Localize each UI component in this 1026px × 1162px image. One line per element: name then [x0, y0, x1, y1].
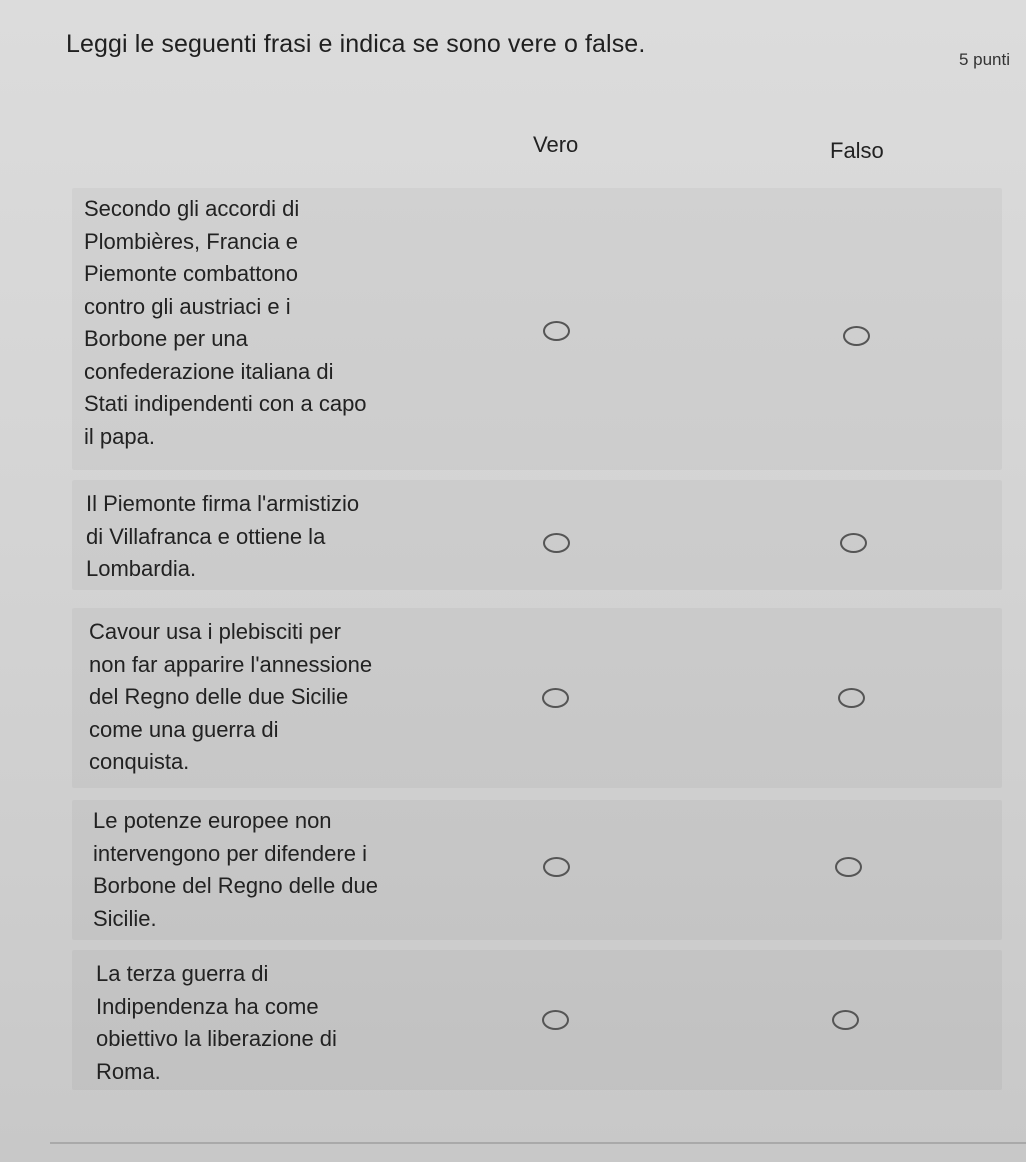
- statement-5-line: Roma.: [96, 1058, 161, 1084]
- statement-4-text: [93, 805, 413, 935]
- question-title: Leggi le seguenti frasi e indica se sono vere o false.: [66, 30, 646, 58]
- statement-2-radio-vero[interactable]: [543, 533, 570, 553]
- statement-5-line: obiettivo la liberazione di: [96, 1026, 337, 1051]
- statement-2-line: di Villafranca e ottiene la: [86, 523, 326, 549]
- statement-3-line: non far apparire l'annessione: [89, 651, 373, 677]
- statement-1-line: Secondo gli accordi di: [84, 196, 300, 221]
- statement-1-line: Plombières, Francia e: [84, 228, 298, 254]
- statement-3-radio-falso[interactable]: [838, 688, 865, 708]
- statement-1-radio-falso[interactable]: [843, 326, 870, 346]
- statement-1-line: Stati indipendenti con a capo: [84, 391, 367, 416]
- statement-5-line: La terza guerra di: [96, 961, 269, 986]
- statement-4-line: Sicilie.: [93, 905, 157, 931]
- statement-4-radio-falso[interactable]: [835, 857, 862, 877]
- statement-3-line: del Regno delle due Sicilie: [89, 684, 349, 709]
- statement-3-line: conquista.: [89, 749, 190, 774]
- statement-5-text: [96, 958, 416, 1088]
- statement-2-line: Il Piemonte firma l'armistizio: [86, 491, 360, 516]
- statement-1-text: [84, 193, 404, 453]
- statement-3-text: [89, 616, 409, 779]
- statement-5-line: Indipendenza ha come: [96, 993, 319, 1019]
- statement-2-radio-falso[interactable]: [840, 533, 867, 553]
- statement-4-line: Borbone del Regno delle due: [93, 873, 379, 898]
- statement-1-radio-vero[interactable]: [543, 321, 570, 341]
- statement-3-line: Cavour usa i plebisciti per: [89, 619, 341, 644]
- points-label: 5 punti: [958, 50, 1010, 69]
- column-header-falso: Falso: [830, 138, 884, 163]
- column-header-vero: Vero: [533, 132, 579, 157]
- statement-2-text: [86, 488, 406, 586]
- statement-4-line: intervengono per difendere i: [93, 840, 367, 866]
- statement-1-line: il papa.: [84, 423, 155, 449]
- statement-1-line: Borbone per una: [84, 326, 248, 351]
- statement-3-radio-vero[interactable]: [542, 688, 569, 708]
- statement-1-line: contro gli austriaci e i: [84, 293, 291, 319]
- statement-4-line: Le potenze europee non: [93, 808, 332, 833]
- statement-5-radio-vero[interactable]: [542, 1010, 569, 1030]
- statement-4-radio-vero[interactable]: [543, 857, 570, 877]
- statement-5-radio-falso[interactable]: [832, 1010, 859, 1030]
- statement-3-line: come una guerra di: [89, 716, 279, 742]
- statement-1-line: Piemonte combattono: [84, 261, 299, 286]
- card-bottom-divider: [50, 1142, 1026, 1144]
- statement-2-line: Lombardia.: [86, 556, 197, 581]
- statement-1-line: confederazione italiana di: [84, 358, 334, 384]
